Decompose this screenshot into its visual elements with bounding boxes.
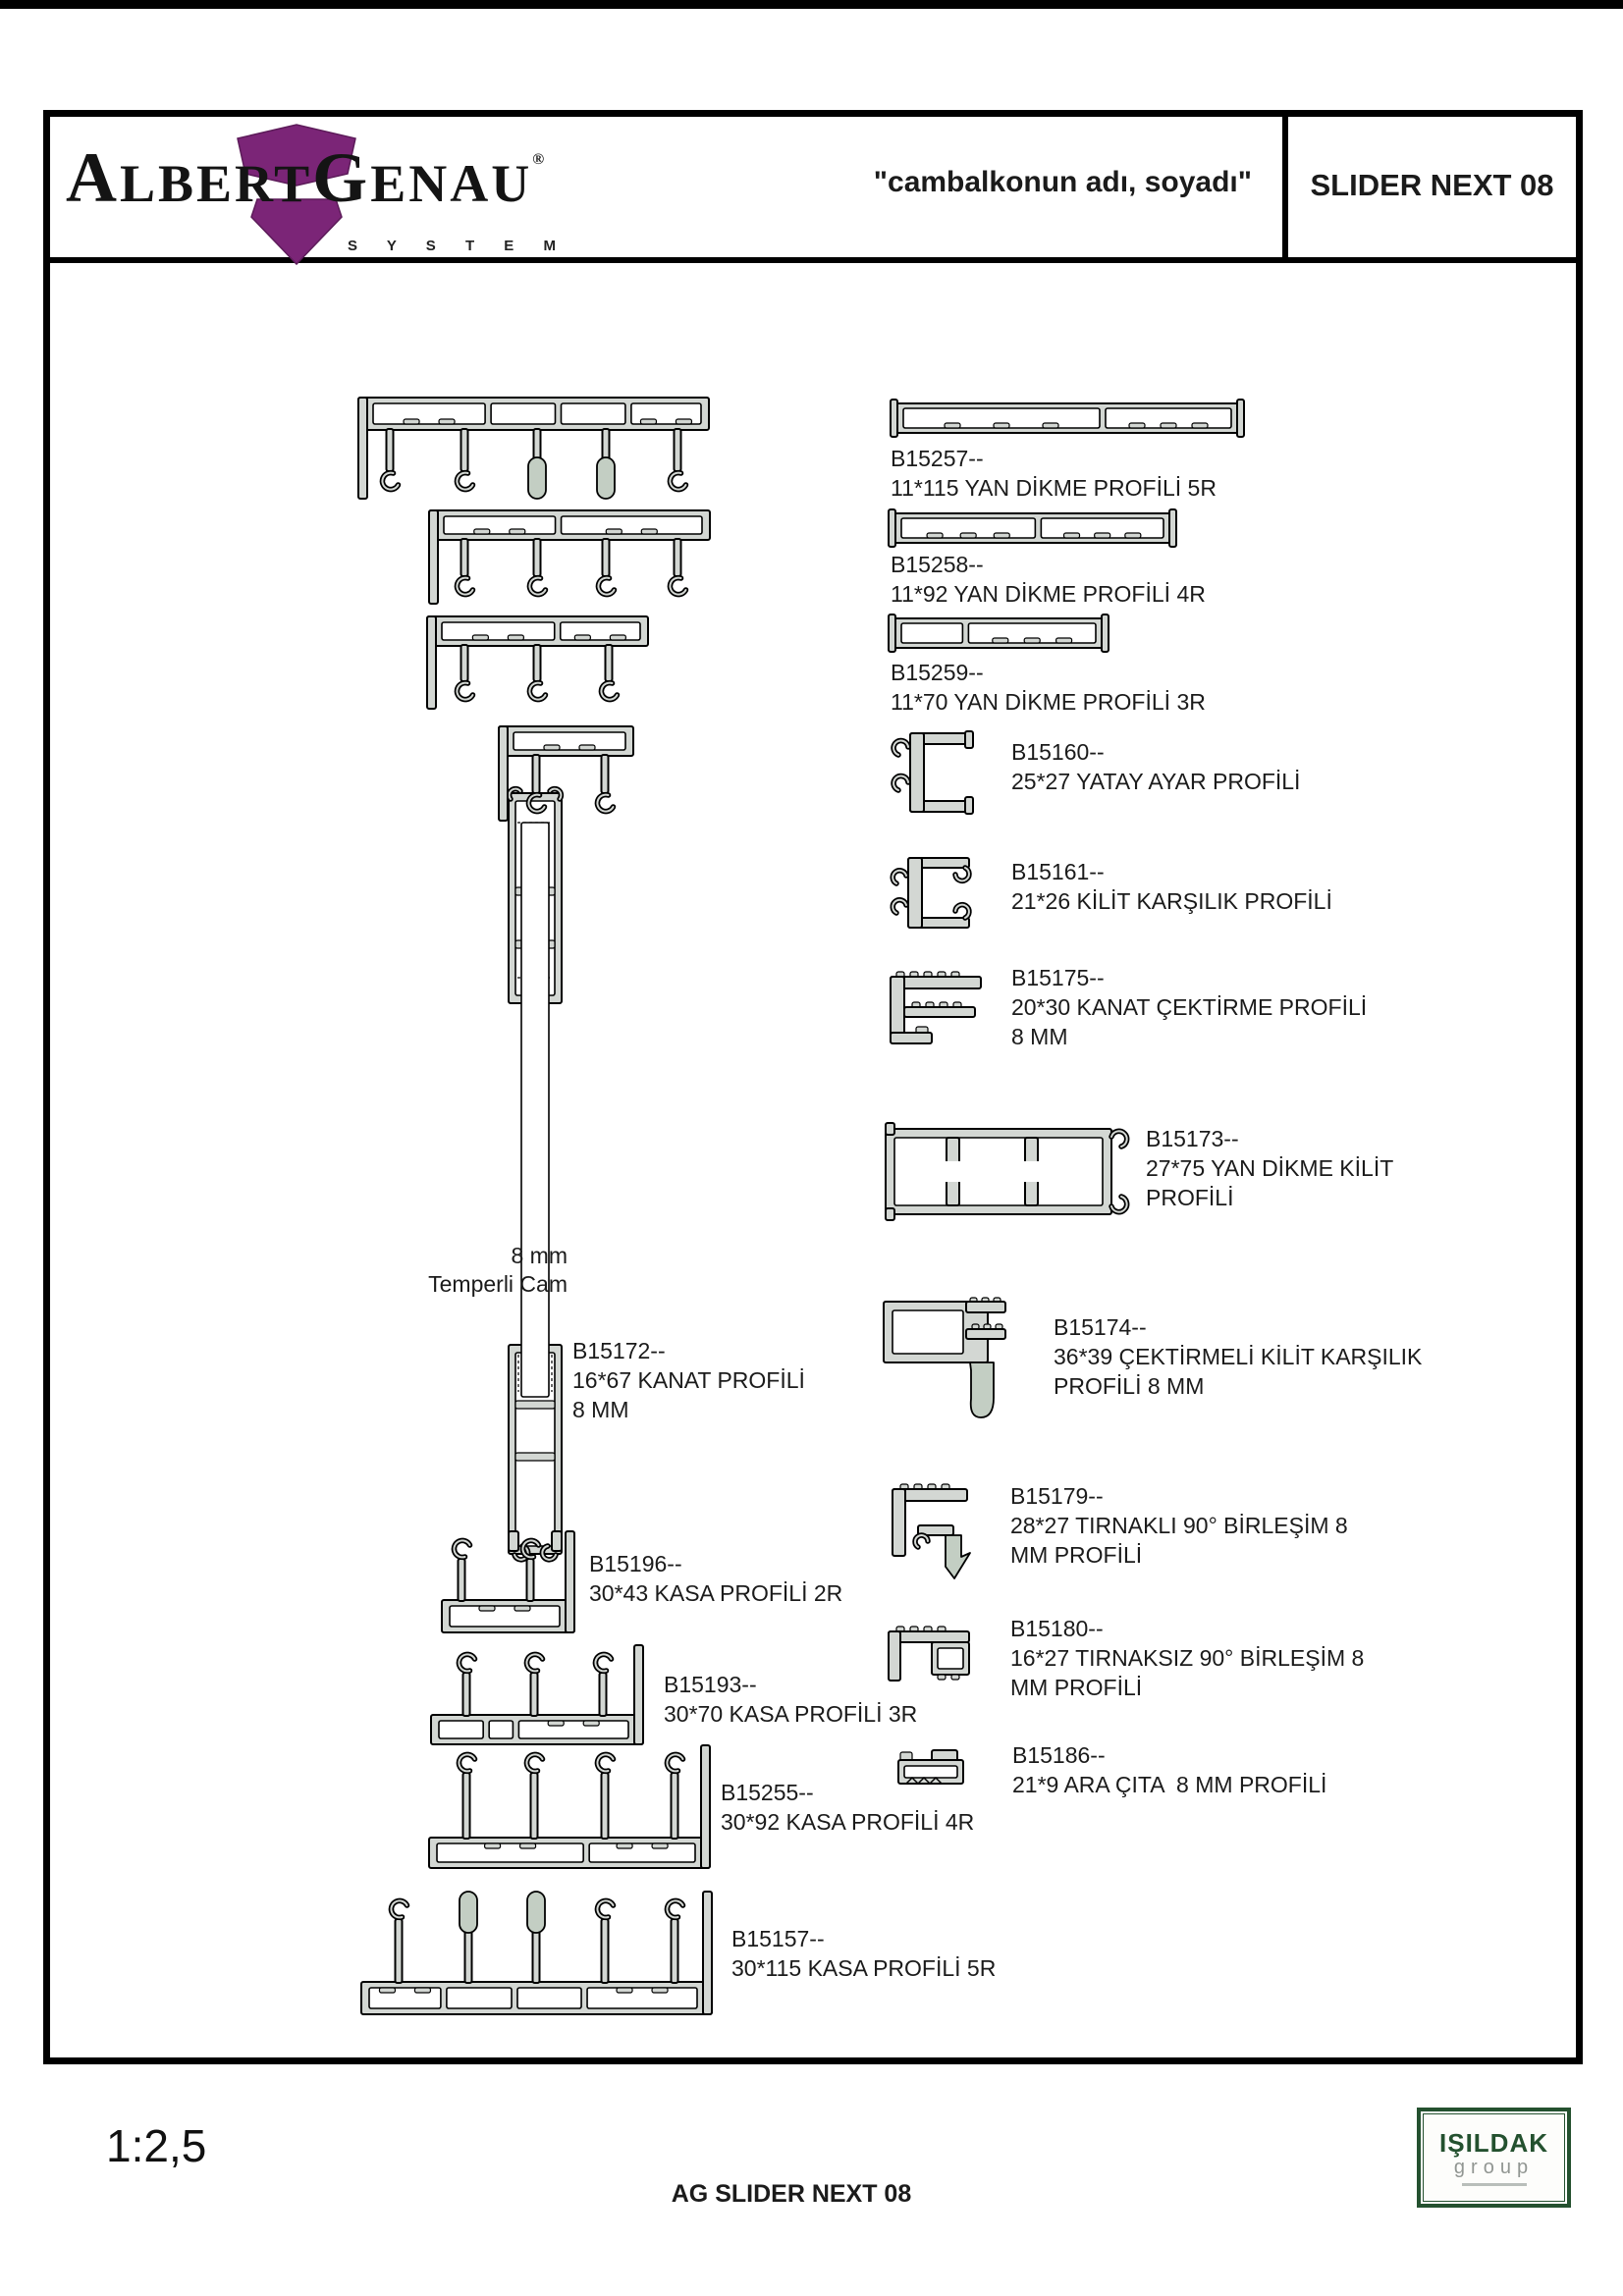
part-desc-line: 16*27 TIRNAKSIZ 90° BİRLEŞİM 8 <box>1010 1645 1365 1671</box>
part-desc-line: 21*9 ARA ÇITA 8 MM PROFİLİ <box>1012 1772 1327 1797</box>
glass-note <box>364 1242 568 1299</box>
isildak-group-logo <box>1417 2108 1571 2208</box>
part-code: B15255-- <box>721 1780 814 1805</box>
part-desc-line: 11*70 YAN DİKME PROFİLİ 3R <box>891 689 1206 715</box>
part-label-B15259 <box>891 658 1206 717</box>
drawing-profile-b15179 <box>889 1482 979 1582</box>
part-label-B15193 <box>664 1670 917 1729</box>
drawing-sash-glass-kanat-assembly <box>503 785 568 1571</box>
drawing-top-track-3r <box>427 616 648 709</box>
part-label-B15180 <box>1010 1614 1364 1702</box>
drawing-profile-b15161 <box>887 856 975 930</box>
part-desc-line: 36*39 ÇEKTİRMELİ KİLİT KARŞILIK <box>1054 1344 1423 1369</box>
part-label-B15258 <box>891 550 1206 609</box>
part-code: B15259-- <box>891 660 984 685</box>
scan-edge-bar <box>0 0 1623 9</box>
part-code: B15174-- <box>1054 1314 1147 1340</box>
part-code: B15173-- <box>1146 1126 1239 1151</box>
part-label-B15179 <box>1010 1481 1348 1570</box>
part-desc-line: 30*92 KASA PROFİLİ 4R <box>721 1809 975 1835</box>
brand-subtitle: S Y S T E M <box>348 238 568 254</box>
part-desc-line: 20*30 KANAT ÇEKTİRME PROFİLİ <box>1011 994 1368 1020</box>
part-desc-line: MM PROFİLİ <box>1010 1675 1143 1700</box>
part-code: B15196-- <box>589 1551 682 1576</box>
isildak-sub: group <box>1453 2156 1535 2178</box>
drawing-top-track-5r <box>358 398 709 499</box>
drawing-top-track-4r <box>429 510 710 604</box>
part-code: B15193-- <box>664 1672 757 1697</box>
part-label-B15173 <box>1146 1124 1393 1212</box>
part-code: B15179-- <box>1010 1483 1104 1509</box>
customer-name-field: "cambalkonun adı, soyadı" <box>873 166 1252 198</box>
drawing-side-rail-3r <box>889 614 1109 652</box>
part-code: B15257-- <box>891 446 984 471</box>
drawing-profile-b15173 <box>886 1123 1125 1220</box>
isildak-tagline-rule <box>1462 2183 1527 2186</box>
brand-wordmark: ALBERTGENAU® <box>66 138 545 217</box>
part-desc-line: 30*70 KASA PROFİLİ 3R <box>664 1701 918 1727</box>
drawing-profile-b15160 <box>887 731 977 814</box>
part-desc-line: PROFİLİ <box>1146 1185 1234 1210</box>
drawing-scale: 1:2,5 <box>106 2120 207 2171</box>
part-desc-line: 16*67 KANAT PROFİLİ <box>572 1367 805 1393</box>
drawing-bottom-track-5r <box>361 1892 712 2014</box>
part-label-B15255 <box>721 1778 974 1837</box>
glass-note-line2: Temperli Cam <box>428 1271 568 1297</box>
part-desc-line: 27*75 YAN DİKME KİLİT <box>1146 1155 1394 1181</box>
albert-genau-logo <box>60 121 570 268</box>
part-label-B15186 <box>1012 1740 1326 1799</box>
part-label-B15157 <box>731 1924 996 1983</box>
part-code: B15186-- <box>1012 1742 1106 1768</box>
part-label-B15161 <box>1011 857 1332 916</box>
part-label-B15160 <box>1011 737 1300 796</box>
part-code: B15157-- <box>731 1926 825 1951</box>
part-label-B15196 <box>589 1549 842 1608</box>
isildak-name: IŞILDAK <box>1439 2127 1548 2158</box>
system-name: SLIDER NEXT 08 <box>1310 168 1554 202</box>
document-title: AG SLIDER NEXT 08 <box>671 2180 912 2208</box>
drawing-profile-b15174 <box>884 1298 1017 1426</box>
part-code: B15258-- <box>891 552 984 577</box>
part-desc-line: 30*115 KASA PROFİLİ 5R <box>731 1955 997 1981</box>
part-code: B15175-- <box>1011 965 1105 990</box>
part-label-B15172 <box>572 1336 805 1424</box>
part-desc-line: 8 MM <box>572 1397 629 1422</box>
part-desc-line: 25*27 YATAY AYAR PROFİLİ <box>1011 769 1301 794</box>
part-desc-line: 11*115 YAN DİKME PROFİLİ 5R <box>891 475 1217 501</box>
drawing-profile-b15175 <box>887 972 987 1045</box>
part-code: B15161-- <box>1011 859 1105 884</box>
part-code: B15172-- <box>572 1338 666 1363</box>
drawing-bottom-track-2r <box>442 1531 574 1632</box>
part-desc-line: 30*43 KASA PROFİLİ 2R <box>589 1580 843 1606</box>
part-code: B15180-- <box>1010 1616 1104 1641</box>
part-desc-line: MM PROFİLİ <box>1010 1542 1143 1568</box>
part-desc-line: PROFİLİ 8 MM <box>1054 1373 1205 1399</box>
drawing-side-rail-5r <box>891 400 1244 437</box>
drawing-adjust-track-2r <box>499 726 633 821</box>
part-label-B15257 <box>891 444 1217 503</box>
drawing-bottom-track-4r <box>429 1745 710 1868</box>
part-desc-line: 11*92 YAN DİKME PROFİLİ 4R <box>891 581 1206 607</box>
part-label-B15175 <box>1011 963 1367 1051</box>
glass-note-line1: 8 mm <box>511 1243 568 1268</box>
part-desc-line: 21*26 KİLİT KARŞILIK PROFİLİ <box>1011 888 1332 914</box>
drawing-side-rail-4r <box>889 509 1176 547</box>
part-code: B15160-- <box>1011 739 1105 765</box>
registered-mark: ® <box>532 151 545 168</box>
part-label-B15174 <box>1054 1312 1422 1401</box>
part-desc-line: 8 MM <box>1011 1024 1068 1049</box>
part-desc-line: 28*27 TIRNAKLI 90° BİRLEŞİM 8 <box>1010 1513 1348 1538</box>
drawing-bottom-track-3r <box>431 1645 643 1744</box>
